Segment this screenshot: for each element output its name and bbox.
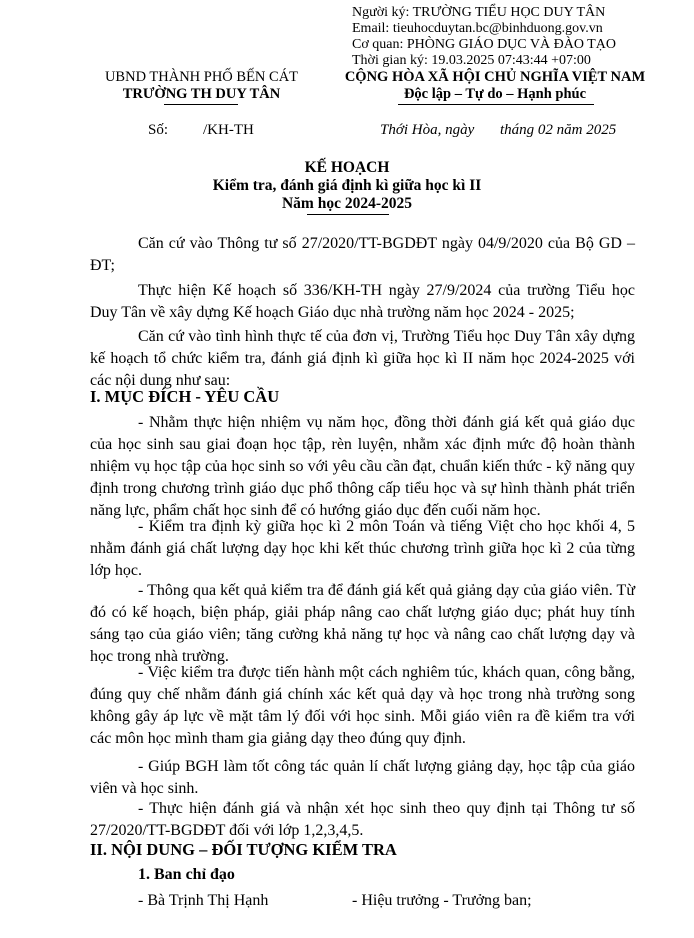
place-date: Thới Hòa, ngày xyxy=(380,122,475,138)
section-item: - Thông qua kết quả kiểm tra để đánh giá kết quả giảng dạy của giáo viên. Từ đó có kế hoạch, biện pháp, giải pháp nâng cao chất lượng giáo dục; phát huy tính sáng tạo của giáo viên; tăng cường khả năng tự học và nâng cao chất lượng dạy và học trong nhà trường. xyxy=(90,582,635,665)
title-underline xyxy=(307,214,389,215)
doc-subtitle: Kiểm tra, đánh giá định kì giữa học kì II xyxy=(212,177,482,194)
doc-title: KẾ HOẠCH xyxy=(304,159,390,176)
doc-school-year: Năm học 2024-2025 xyxy=(281,195,413,212)
preamble-paragraph: Căn cứ vào tình hình thực tế của đơn vị, Trường Tiểu học Duy Tân xây dựng kế hoạch tổ chức kiểm tra, đánh giá định kì giữa học kì II năm học 2024-2025 với các nội dung như sau: xyxy=(90,328,635,389)
agency-name: UBND THÀNH PHỐ BẾN CÁT xyxy=(104,69,299,85)
doc-number-code: /KH-TH xyxy=(203,122,254,138)
section-item: - Thực hiện đánh giá và nhận xét học sinh theo quy định tại Thông tư số 27/2020/TT-BGDĐT đối với lớp 1,2,3,4,5. xyxy=(90,800,635,839)
section-heading: II. NỘI DUNG – ĐỐI TƯỢNG KIỂM TRA xyxy=(90,840,397,859)
school-name-underline xyxy=(164,104,238,105)
member-name: - Bà Trịnh Thị Hạnh xyxy=(138,892,269,909)
month-year: tháng 02 năm 2025 xyxy=(500,122,617,138)
national-motto: Độc lập – Tự do – Hạnh phúc xyxy=(403,86,587,102)
section-item: - Việc kiểm tra được tiến hành một cách nghiêm túc, khách quan, công bằng, đúng quy chế nhằm đánh giá chính xác kết quả dạy và học trong nhà trường song không gây áp lực về mặt tâm lý đối với học sinh. Mỗi giáo viên ra đề kiểm tra với các môn học mình tham gia giảng dạy theo đúng quy định. xyxy=(90,664,635,747)
doc-number-label: Số: xyxy=(148,122,169,138)
preamble-paragraph: Thực hiện Kế hoạch số 336/KH-TH ngày 27/9/2024 của trường Tiểu học Duy Tân về xây dựng Kế hoạch Giáo dục nhà trường năm học 2024 - 2025; xyxy=(90,282,635,321)
signature-time: Thời gian ký: 19.03.2025 07:43:44 +07:00 xyxy=(352,53,591,68)
section-item: - Kiểm tra định kỳ giữa học kì 2 môn Toán và tiếng Việt cho học khối 4, 5 nhằm đánh giá chất lượng dạy học khi kết thúc chương trình giữa học kì 2 của từng lớp học. xyxy=(90,518,635,579)
section-heading: I. MỤC ĐÍCH - YÊU CẦU xyxy=(90,387,280,406)
signature-email: Email: tieuhocduytan.bc@binhduong.gov.vn xyxy=(352,21,603,36)
signature-signer: Người ký: TRƯỜNG TIỂU HỌC DUY TÂN xyxy=(352,5,606,20)
national-title: CỘNG HÒA XÃ HỘI CHỦ NGHĨA VIỆT NAM xyxy=(344,69,646,85)
subsection-heading: 1. Ban chỉ đạo xyxy=(138,866,235,883)
signature-agency: Cơ quan: PHÒNG GIÁO DỤC VÀ ĐÀO TẠO xyxy=(352,37,616,52)
preamble-paragraph: Căn cứ vào Thông tư số 27/2020/TT-BGDĐT ngày 04/9/2020 của Bộ GD –ĐT; xyxy=(90,235,635,274)
motto-underline xyxy=(398,104,594,105)
section-item: - Giúp BGH làm tốt công tác quản lí chất lượng giảng dạy, học tập của giáo viên và học sinh. xyxy=(90,758,635,797)
member-role: - Hiệu trưởng - Trưởng ban; xyxy=(352,892,532,909)
section-item: - Nhằm thực hiện nhiệm vụ năm học, đồng thời đánh giá kết quả giáo dục của học sinh sau giai đoạn học tập, rèn luyện, nhằm xác định mức độ hoàn thành nhiệm vụ học tập của học sinh so với yêu cầu cần đạt, chuẩn kiến thức - kỹ năng quy định trong chương trình giáo dục phổ thông cấp tiểu học và sự hình thành phát triển năng lực, phẩm chất học sinh để có hướng giáo dục đến cuối năm học. xyxy=(90,414,635,519)
school-name: TRƯỜNG TH DUY TÂN xyxy=(122,86,281,102)
